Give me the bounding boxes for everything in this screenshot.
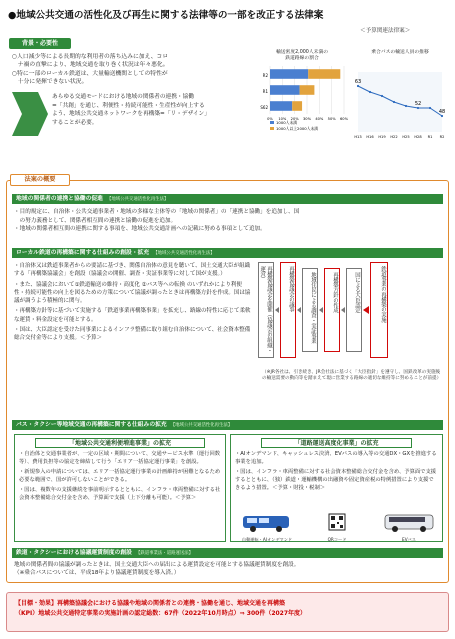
line-chart bbox=[352, 62, 448, 142]
sec4-bar bbox=[12, 548, 443, 558]
bar-segment bbox=[270, 101, 292, 111]
sec4-body bbox=[14, 561, 442, 578]
bar-x-tick: 10% bbox=[278, 116, 287, 121]
bar-legend-swatch bbox=[270, 127, 274, 130]
bar-x-tick: 20% bbox=[290, 116, 299, 121]
sec1-tag: 【地域公共交通活性化再生法】 bbox=[106, 197, 169, 202]
arrow-line: あらゆる交通モードにおける地域の関係者の連携・協働 bbox=[52, 94, 194, 100]
line-plot-area bbox=[358, 72, 442, 132]
sec1-line: ・地域の関係者相互間の連携に関する事項を、地域公共交通計画への記載に努める事項として追加。 bbox=[14, 226, 266, 233]
bar-x-tick: 30% bbox=[303, 116, 311, 121]
sec1-line: の努力義務として、関係者相互間の連携と協働の促進を追加。 bbox=[14, 217, 177, 224]
outline-label: 法案の概要 bbox=[10, 174, 70, 186]
line-point bbox=[429, 107, 431, 109]
sec2-note: （※JR各社は、引き続き、JR会社法に基づく「大臣指針」を遵守し、国鉄改革の実施後の輸送需要の動向等を踏まえて現に営業する路線の適切な維持等に努めることが前提） bbox=[262, 370, 442, 382]
redesign-arrow-box bbox=[12, 92, 248, 136]
background-item: 十分に発揮できない状況。 bbox=[12, 79, 88, 86]
background-text bbox=[12, 53, 252, 87]
page-title: ●地域公共交通の活性化及び再生に関する法律等の一部を改正する法律案 bbox=[8, 10, 324, 21]
bar-segment bbox=[270, 85, 300, 95]
bar-legend-label: 1000人未満 bbox=[276, 119, 298, 125]
sec2-bar bbox=[12, 248, 443, 258]
line-point bbox=[381, 95, 383, 97]
line-point bbox=[417, 107, 419, 109]
sec3-title: バス・タクシー等地域交通の再構築に関する仕組みの拡充 bbox=[16, 422, 167, 428]
arrow-line: よう、地域公共交通ネットワークを再構築=「リ・デザイン」 bbox=[52, 111, 210, 118]
sec2-line: ・国は、大臣認定を受けた同事業によるインフラ整備に取り組む自治体について、社会資本整備総合交付金等により支援。＜予算＞ bbox=[14, 326, 251, 341]
sec1-line: ・目的規定に、自治体・公共交通事業者・地域の多様な主体等の「地域の関係者」の「連携と協働」を追加し、国 bbox=[14, 209, 300, 215]
sec3-bar bbox=[12, 420, 443, 430]
bar-legend-swatch bbox=[270, 121, 274, 124]
sec2-line: ・自治体又は鉄道事業者からの要請に基づき、関係自治体の意見を聴いて、国土交通大臣が組織する「再構築協議会」を創設（協議会の開催、調査・実証事業等に対して国が支援。） bbox=[14, 263, 251, 278]
bar-x-tick: 40% bbox=[315, 116, 324, 121]
ev-bus-icon bbox=[381, 513, 437, 541]
background-item: ナ禍の直撃により、地域交通を取り巻く状況は年々悪化。 bbox=[12, 62, 169, 69]
arrow-line: することが必要。 bbox=[52, 119, 98, 126]
bar-category-label: R1 bbox=[262, 88, 268, 94]
bar-segment bbox=[292, 101, 302, 111]
sec4-line: （※乗合バスについては、平成18年より協議運賃制度を導入済。） bbox=[14, 570, 180, 577]
sec1-body bbox=[14, 208, 442, 234]
flow-step: 地域住民による調査・実証事業 bbox=[302, 268, 318, 352]
sec3-right-line: ・国は、インフラ・車両整備に対する社会資本整備総合交付金を含め、予算面で支援するとともに、（独）鉄道・運輸機構の出融資や固定資産税の特例措置により支援できるよう措置。＜予算・財投・税制＞ bbox=[235, 468, 437, 491]
line-x-tick: H19 bbox=[378, 135, 386, 139]
sec3-tag: 【地域公共交通活性化再生法】 bbox=[170, 423, 233, 428]
bar-category-label: S62 bbox=[260, 104, 268, 110]
sec3-right-line: ・AIオンデマンド、キャッシュレス決済、EVバスの導入等の交通DX・GXを推進する事業を追加。 bbox=[235, 451, 437, 465]
bar-chart bbox=[256, 62, 348, 136]
sec3-left-line: ・新規参入の申請については、エリア一括協定運行事業の計画維持が困難となるため必要な範囲で、国が許可しないことができる。 bbox=[19, 468, 221, 483]
line-point bbox=[357, 85, 359, 87]
bar-x-tick: 50% bbox=[327, 116, 336, 121]
line-x-tick: R1 bbox=[427, 135, 433, 139]
sec3-left-line: ・国は、複数年の支援継続を事前明示するとともに、インフラ・車両整備に対する社会資本整備総合交付金を含め、予算面で支援（上下分離も可能）。＜予算＞ bbox=[19, 486, 221, 501]
icon-caption: EVバス bbox=[402, 536, 416, 542]
line-chart-panel bbox=[352, 50, 448, 148]
background-label: 背景・必要性 bbox=[9, 38, 71, 49]
line-x-tick: H22 bbox=[390, 135, 398, 139]
line-point bbox=[441, 115, 443, 117]
sec3-right-head: 「道路運送高度化事業」の拡充 bbox=[261, 438, 412, 448]
line-x-tick: H28 bbox=[414, 135, 422, 139]
sec4-title: 鉄道・タクシーにおける協議運賃制度の創設 bbox=[16, 550, 132, 556]
kpi-line: （KPI）地域公共交通特定事業の実施計画の認定総数：67件（2022年10月時点）⇒ 300件（2027年度） bbox=[15, 609, 307, 617]
flow-step: 再構築方針の作成 bbox=[324, 268, 340, 352]
sec4-tag: 【鉄道事業法・道路運送法】 bbox=[135, 551, 194, 556]
budget-note: ＜予算関連法律案＞ bbox=[360, 28, 411, 34]
sec2-line: ・また、協議会において①鉄道輸送の維持・高度化 ②バス等への転換 のいずれかにより利便性・持続可能性の向上を図るための方策について協議が調ったときは再構築方針を作成。国は協議が調うよう積極的に関与。 bbox=[14, 281, 251, 304]
bar-category-label: R2 bbox=[262, 72, 268, 78]
bar-x-tick: 60% bbox=[340, 116, 348, 121]
sec2-title: ローカル鉄道の再構築に関する仕組みの創設・拡充 bbox=[16, 250, 150, 256]
flow-arrows bbox=[258, 262, 444, 368]
sec4-line: 地域の関係者間の協議が調ったときは、国土交通大臣への届出による運賃設定を可能とする協議運賃制度を創設。 bbox=[14, 562, 300, 568]
sec3-left-line: ・自治体と交通事業者が、一定の区域・期間について、交通サービス水準（運行回数等）、費用負担等の協定を締結して行う「エリア一括協定運行事業」を創設。 bbox=[19, 451, 221, 465]
sec2-body bbox=[14, 262, 252, 342]
icon-caption: 自動運転・AIオンデマンド bbox=[241, 536, 293, 542]
line-x-tick: R2 bbox=[439, 135, 445, 139]
icon-caption: QRコード bbox=[327, 536, 347, 542]
line-x-tick: H25 bbox=[402, 135, 410, 139]
flow-step: 鉄道事業の再構築の実施 bbox=[370, 262, 388, 358]
bar-segment bbox=[308, 69, 340, 79]
sec2-line: ・再構築方針等に基づいて実施する「鉄道事業再構築事業」を拡充し、路線の特性に応じて柔軟な運賃・料金設定を可能とする。 bbox=[14, 308, 251, 323]
line-point bbox=[405, 105, 407, 107]
bar-legend-label: 1000人以上2000人未満 bbox=[276, 125, 319, 131]
bar-chart-panel bbox=[256, 50, 348, 148]
goal-box bbox=[6, 592, 449, 632]
background-item: ○人口減少等による長期的な利用者の落ち込みに加え、コロ bbox=[12, 54, 169, 60]
bar-segment bbox=[300, 85, 315, 95]
flow-step: 国による大臣認定 bbox=[346, 268, 362, 352]
qrcode-icon bbox=[317, 513, 357, 541]
flow-step: 再構築協議会を開催（協議会の組織・運営） bbox=[258, 262, 274, 358]
sec2-tag: 【地域公共交通活性化再生法】 bbox=[153, 251, 215, 256]
bar-chart-title: 輸送密度2,000人未満の 鉄道路線の割合 bbox=[275, 50, 329, 61]
goal-line: 【目標・効果】再構築協議会における協議や地域の関係者との連携・協働を通じ、地域交通を再構築 bbox=[15, 600, 286, 607]
arrow-line: =「共創」を通じ、利便性・持続可能性・生産性が向上する bbox=[52, 102, 205, 109]
line-data-label: 48 bbox=[438, 109, 446, 115]
sec1-title: 地域の関係者の連携と協働の促進 bbox=[16, 196, 103, 202]
flow-step: 再構築協議会の議事 bbox=[280, 262, 296, 358]
line-chart-title: 乗合バスの輸送人員の推移 bbox=[371, 50, 429, 55]
line-point bbox=[369, 91, 371, 93]
bar-segment bbox=[270, 69, 308, 79]
bar-x-tick: 0% bbox=[267, 116, 273, 121]
line-x-tick: H13 bbox=[354, 135, 362, 139]
sec2-flow bbox=[258, 262, 444, 368]
line-x-tick: H16 bbox=[366, 135, 374, 139]
background-item: ○特に一部のローカル鉄道は、大量輸送機関としての特性が bbox=[12, 70, 168, 77]
sec1-bar bbox=[12, 194, 443, 204]
sec3-left-box bbox=[14, 434, 226, 542]
sec3-right-box bbox=[230, 434, 443, 542]
sec3-left-head: 「地域公共交通利便増進事業」の拡充 bbox=[35, 438, 205, 448]
line-data-label: 52 bbox=[414, 101, 422, 107]
ondemand-icon bbox=[239, 513, 295, 541]
line-point bbox=[393, 101, 395, 103]
line-data-label: 63 bbox=[354, 79, 362, 85]
